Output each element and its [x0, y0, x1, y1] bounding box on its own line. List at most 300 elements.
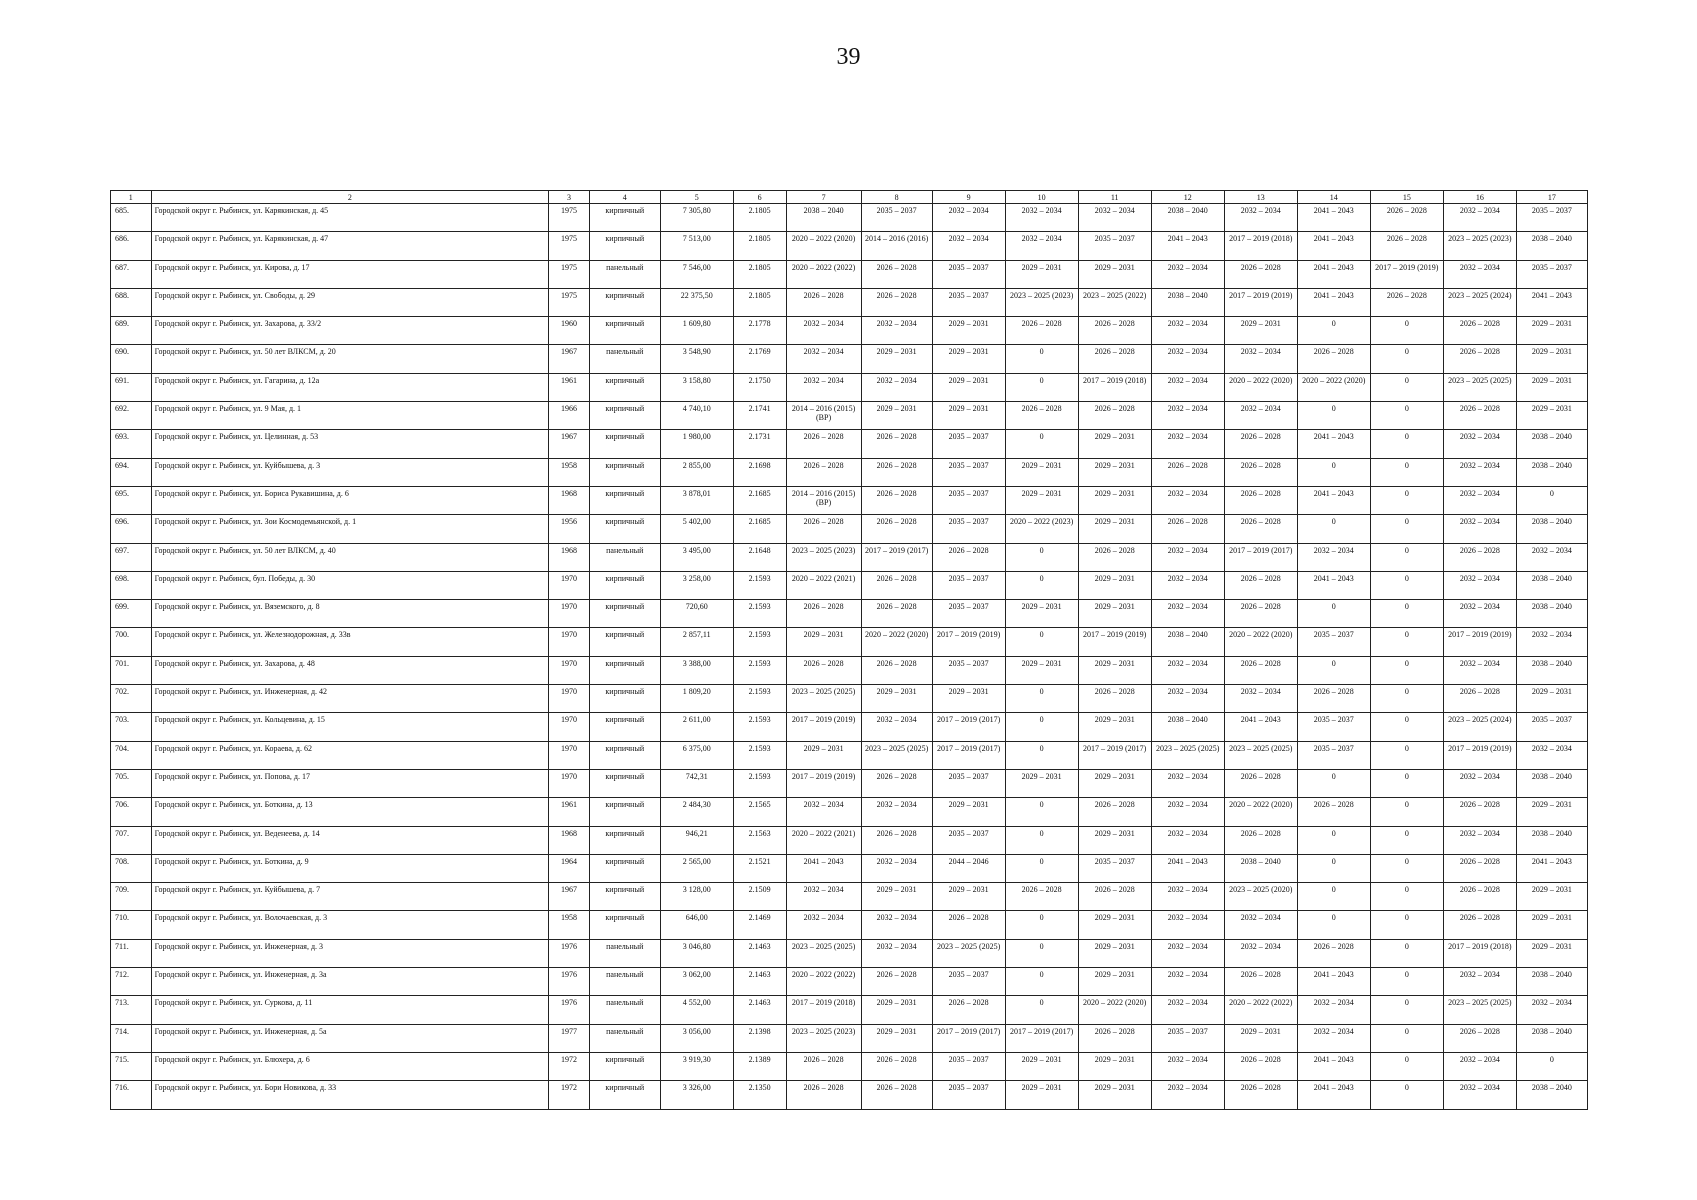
- material-cell: кирпичный: [589, 713, 660, 741]
- table-row: [111, 317, 1588, 345]
- period-cell-17: 2029 – 2031: [1516, 939, 1587, 967]
- period-cell-12: 2023 – 2025 (2025): [1151, 741, 1224, 769]
- period-cell-14: 2041 – 2043: [1297, 288, 1370, 316]
- period-cell-7: 2014 – 2016 (2015) (ВР): [786, 402, 861, 430]
- period-cell-16: 2032 – 2034: [1443, 430, 1516, 458]
- period-cell-10: 2020 – 2022 (2023): [1005, 515, 1078, 543]
- period-cell-7: 2020 – 2022 (2020): [786, 232, 861, 260]
- period-cell-9: 2035 – 2037: [932, 430, 1005, 458]
- period-cell-16: 2032 – 2034: [1443, 571, 1516, 599]
- period-cell-7: 2023 – 2025 (2023): [786, 1024, 861, 1052]
- period-cell-8: 2017 – 2019 (2017): [861, 543, 932, 571]
- address-cell: Городской округ г. Рыбинск, ул. Волочаевская, д. 3: [151, 911, 549, 939]
- period-cell-9: 2035 – 2037: [932, 260, 1005, 288]
- period-cell-16: 2026 – 2028: [1443, 543, 1516, 571]
- row-number: 689.: [111, 317, 152, 345]
- period-cell-8: 2032 – 2034: [861, 317, 932, 345]
- period-cell-17: 2038 – 2040: [1516, 1024, 1587, 1052]
- period-cell-12: 2032 – 2034: [1151, 402, 1224, 430]
- period-cell-8: 2032 – 2034: [861, 854, 932, 882]
- period-cell-8: 2029 – 2031: [861, 685, 932, 713]
- period-cell-11: 2017 – 2019 (2018): [1078, 373, 1151, 401]
- address-cell: Городской округ г. Рыбинск, ул. Бори Новикова, д. 33: [151, 1081, 549, 1109]
- index-cell: 2.1463: [733, 968, 786, 996]
- period-cell-13: 2020 – 2022 (2020): [1224, 373, 1297, 401]
- period-cell-13: 2032 – 2034: [1224, 402, 1297, 430]
- area-cell: 5 402,00: [660, 515, 733, 543]
- period-cell-10: 2023 – 2025 (2023): [1005, 288, 1078, 316]
- period-cell-16: 2032 – 2034: [1443, 260, 1516, 288]
- area-cell: 3 548,90: [660, 345, 733, 373]
- period-cell-13: 2026 – 2028: [1224, 430, 1297, 458]
- period-cell-10: 2029 – 2031: [1005, 600, 1078, 628]
- year-cell: 1975: [549, 260, 590, 288]
- period-cell-11: 2020 – 2022 (2020): [1078, 996, 1151, 1024]
- address-cell: Городской округ г. Рыбинск, ул. Зои Космодемьянской, д. 1: [151, 515, 549, 543]
- year-cell: 1970: [549, 741, 590, 769]
- period-cell-13: 2017 – 2019 (2019): [1224, 288, 1297, 316]
- period-cell-13: 2026 – 2028: [1224, 1081, 1297, 1109]
- period-cell-11: 2029 – 2031: [1078, 486, 1151, 514]
- year-cell: 1977: [549, 1024, 590, 1052]
- period-cell-17: 2029 – 2031: [1516, 345, 1587, 373]
- period-cell-14: 0: [1297, 769, 1370, 797]
- period-cell-10: 2029 – 2031: [1005, 656, 1078, 684]
- material-cell: кирпичный: [589, 685, 660, 713]
- period-cell-17: 2041 – 2043: [1516, 854, 1587, 882]
- period-cell-16: 2032 – 2034: [1443, 826, 1516, 854]
- material-cell: кирпичный: [589, 317, 660, 345]
- period-cell-14: 0: [1297, 656, 1370, 684]
- period-cell-7: 2026 – 2028: [786, 430, 861, 458]
- period-cell-17: 2032 – 2034: [1516, 628, 1587, 656]
- period-cell-9: 2035 – 2037: [932, 656, 1005, 684]
- period-cell-11: 2029 – 2031: [1078, 713, 1151, 741]
- data-table-container: [110, 190, 1588, 1110]
- period-cell-14: 2035 – 2037: [1297, 741, 1370, 769]
- column-header: 10: [1005, 191, 1078, 204]
- period-cell-14: 2020 – 2022 (2020): [1297, 373, 1370, 401]
- period-cell-9: 2035 – 2037: [932, 826, 1005, 854]
- material-cell: кирпичный: [589, 288, 660, 316]
- period-cell-13: 2023 – 2025 (2025): [1224, 741, 1297, 769]
- period-cell-8: 2029 – 2031: [861, 1024, 932, 1052]
- period-cell-14: 2035 – 2037: [1297, 628, 1370, 656]
- period-cell-17: 2038 – 2040: [1516, 571, 1587, 599]
- period-cell-9: 2017 – 2019 (2017): [932, 741, 1005, 769]
- year-cell: 1975: [549, 288, 590, 316]
- material-cell: кирпичный: [589, 656, 660, 684]
- period-cell-15: 0: [1370, 996, 1443, 1024]
- period-cell-7: 2038 – 2040: [786, 204, 861, 232]
- period-cell-8: 2029 – 2031: [861, 883, 932, 911]
- period-cell-14: 2026 – 2028: [1297, 685, 1370, 713]
- period-cell-12: 2032 – 2034: [1151, 373, 1224, 401]
- year-cell: 1972: [549, 1052, 590, 1080]
- material-cell: кирпичный: [589, 402, 660, 430]
- column-header: 9: [932, 191, 1005, 204]
- area-cell: 7 305,80: [660, 204, 733, 232]
- period-cell-9: 2029 – 2031: [932, 373, 1005, 401]
- area-cell: 3 056,00: [660, 1024, 733, 1052]
- period-cell-8: 2032 – 2034: [861, 911, 932, 939]
- period-cell-15: 2026 – 2028: [1370, 232, 1443, 260]
- period-cell-14: 0: [1297, 600, 1370, 628]
- period-cell-13: 2026 – 2028: [1224, 1052, 1297, 1080]
- period-cell-7: 2041 – 2043: [786, 854, 861, 882]
- row-number: 713.: [111, 996, 152, 1024]
- period-cell-15: 0: [1370, 939, 1443, 967]
- row-number: 693.: [111, 430, 152, 458]
- address-cell: Городской округ г. Рыбинск, ул. Блюхера, д. 6: [151, 1052, 549, 1080]
- column-header: 15: [1370, 191, 1443, 204]
- period-cell-9: 2035 – 2037: [932, 571, 1005, 599]
- material-cell: кирпичный: [589, 430, 660, 458]
- year-cell: 1970: [549, 656, 590, 684]
- period-cell-15: 0: [1370, 628, 1443, 656]
- period-cell-7: 2026 – 2028: [786, 1081, 861, 1109]
- index-cell: 2.1685: [733, 486, 786, 514]
- table-row: [111, 1081, 1588, 1109]
- period-cell-14: 0: [1297, 515, 1370, 543]
- material-cell: панельный: [589, 543, 660, 571]
- period-cell-9: 2029 – 2031: [932, 317, 1005, 345]
- period-cell-16: 2026 – 2028: [1443, 854, 1516, 882]
- period-cell-14: 2041 – 2043: [1297, 1052, 1370, 1080]
- period-cell-11: 2029 – 2031: [1078, 939, 1151, 967]
- table-row: [111, 373, 1588, 401]
- table-row: [111, 458, 1588, 486]
- period-cell-14: 0: [1297, 911, 1370, 939]
- period-cell-7: 2020 – 2022 (2021): [786, 826, 861, 854]
- table-row: [111, 713, 1588, 741]
- material-cell: кирпичный: [589, 741, 660, 769]
- address-cell: Городской округ г. Рыбинск, ул. Суркова, д. 11: [151, 996, 549, 1024]
- period-cell-16: 2026 – 2028: [1443, 402, 1516, 430]
- period-cell-9: 2017 – 2019 (2017): [932, 1024, 1005, 1052]
- period-cell-11: 2026 – 2028: [1078, 543, 1151, 571]
- period-cell-10: 0: [1005, 543, 1078, 571]
- address-cell: Городской округ г. Рыбинск, ул. Вяземского, д. 8: [151, 600, 549, 628]
- period-cell-8: 2026 – 2028: [861, 430, 932, 458]
- period-cell-13: 2026 – 2028: [1224, 486, 1297, 514]
- period-cell-7: 2017 – 2019 (2019): [786, 713, 861, 741]
- period-cell-17: 2029 – 2031: [1516, 685, 1587, 713]
- year-cell: 1975: [549, 204, 590, 232]
- period-cell-15: 0: [1370, 769, 1443, 797]
- period-cell-17: 2038 – 2040: [1516, 430, 1587, 458]
- period-cell-8: 2026 – 2028: [861, 600, 932, 628]
- period-cell-10: 0: [1005, 798, 1078, 826]
- year-cell: 1968: [549, 543, 590, 571]
- row-number: 696.: [111, 515, 152, 543]
- period-cell-9: 2035 – 2037: [932, 769, 1005, 797]
- row-number: 708.: [111, 854, 152, 882]
- period-cell-9: 2035 – 2037: [932, 968, 1005, 996]
- period-cell-15: 0: [1370, 826, 1443, 854]
- period-cell-15: 0: [1370, 571, 1443, 599]
- period-cell-7: 2032 – 2034: [786, 798, 861, 826]
- period-cell-12: 2032 – 2034: [1151, 345, 1224, 373]
- index-cell: 2.1565: [733, 798, 786, 826]
- period-cell-8: 2029 – 2031: [861, 402, 932, 430]
- period-cell-9: 2035 – 2037: [932, 486, 1005, 514]
- period-cell-10: 0: [1005, 939, 1078, 967]
- material-cell: кирпичный: [589, 486, 660, 514]
- period-cell-7: 2029 – 2031: [786, 741, 861, 769]
- period-cell-9: 2017 – 2019 (2019): [932, 628, 1005, 656]
- period-cell-16: 2032 – 2034: [1443, 769, 1516, 797]
- column-number-header-row: [111, 191, 1588, 204]
- period-cell-12: 2032 – 2034: [1151, 1052, 1224, 1080]
- period-cell-7: 2020 – 2022 (2022): [786, 968, 861, 996]
- address-cell: Городской округ г. Рыбинск, ул. Попова, д. 17: [151, 769, 549, 797]
- row-number: 716.: [111, 1081, 152, 1109]
- address-cell: Городской округ г. Рыбинск, ул. Кирова, д. 17: [151, 260, 549, 288]
- material-cell: панельный: [589, 260, 660, 288]
- period-cell-9: 2017 – 2019 (2017): [932, 713, 1005, 741]
- area-cell: 7 513,00: [660, 232, 733, 260]
- index-cell: 2.1778: [733, 317, 786, 345]
- period-cell-17: 2029 – 2031: [1516, 911, 1587, 939]
- period-cell-11: 2029 – 2031: [1078, 1081, 1151, 1109]
- period-cell-13: 2032 – 2034: [1224, 204, 1297, 232]
- period-cell-10: 2029 – 2031: [1005, 486, 1078, 514]
- period-cell-7: 2020 – 2022 (2021): [786, 571, 861, 599]
- period-cell-11: 2026 – 2028: [1078, 798, 1151, 826]
- period-cell-8: 2026 – 2028: [861, 968, 932, 996]
- period-cell-11: 2026 – 2028: [1078, 685, 1151, 713]
- period-cell-13: 2020 – 2022 (2022): [1224, 996, 1297, 1024]
- period-cell-15: 0: [1370, 1081, 1443, 1109]
- row-number: 706.: [111, 798, 152, 826]
- year-cell: 1956: [549, 515, 590, 543]
- period-cell-9: 2035 – 2037: [932, 1052, 1005, 1080]
- row-number: 698.: [111, 571, 152, 599]
- area-cell: 3 046,80: [660, 939, 733, 967]
- period-cell-12: 2032 – 2034: [1151, 685, 1224, 713]
- table-row: [111, 883, 1588, 911]
- period-cell-12: 2032 – 2034: [1151, 826, 1224, 854]
- index-cell: 2.1350: [733, 1081, 786, 1109]
- table-row: [111, 741, 1588, 769]
- material-cell: панельный: [589, 939, 660, 967]
- period-cell-16: 2026 – 2028: [1443, 317, 1516, 345]
- period-cell-11: 2023 – 2025 (2022): [1078, 288, 1151, 316]
- year-cell: 1967: [549, 883, 590, 911]
- period-cell-12: 2038 – 2040: [1151, 628, 1224, 656]
- period-cell-12: 2032 – 2034: [1151, 571, 1224, 599]
- period-cell-15: 0: [1370, 317, 1443, 345]
- period-cell-14: 2041 – 2043: [1297, 204, 1370, 232]
- area-cell: 3 919,30: [660, 1052, 733, 1080]
- table-row: [111, 769, 1588, 797]
- column-header: 4: [589, 191, 660, 204]
- period-cell-12: 2032 – 2034: [1151, 317, 1224, 345]
- period-cell-17: 2029 – 2031: [1516, 883, 1587, 911]
- area-cell: 6 375,00: [660, 741, 733, 769]
- area-cell: 742,31: [660, 769, 733, 797]
- row-number: 690.: [111, 345, 152, 373]
- year-cell: 1970: [549, 571, 590, 599]
- material-cell: кирпичный: [589, 1052, 660, 1080]
- material-cell: панельный: [589, 968, 660, 996]
- area-cell: 3 495,00: [660, 543, 733, 571]
- period-cell-8: 2026 – 2028: [861, 656, 932, 684]
- index-cell: 2.1685: [733, 515, 786, 543]
- period-cell-11: 2029 – 2031: [1078, 656, 1151, 684]
- address-cell: Городской округ г. Рыбинск, ул. 50 лет ВЛКСМ, д. 20: [151, 345, 549, 373]
- index-cell: 2.1698: [733, 458, 786, 486]
- period-cell-16: 2023 – 2025 (2025): [1443, 373, 1516, 401]
- index-cell: 2.1469: [733, 911, 786, 939]
- period-cell-16: 2026 – 2028: [1443, 798, 1516, 826]
- period-cell-16: 2032 – 2034: [1443, 600, 1516, 628]
- index-cell: 2.1593: [733, 713, 786, 741]
- index-cell: 2.1769: [733, 345, 786, 373]
- period-cell-17: 0: [1516, 486, 1587, 514]
- period-cell-13: 2020 – 2022 (2020): [1224, 798, 1297, 826]
- period-cell-16: 2026 – 2028: [1443, 685, 1516, 713]
- table-row: [111, 543, 1588, 571]
- period-cell-12: 2038 – 2040: [1151, 713, 1224, 741]
- period-cell-9: 2044 – 2046: [932, 854, 1005, 882]
- period-cell-12: 2026 – 2028: [1151, 515, 1224, 543]
- row-number: 707.: [111, 826, 152, 854]
- period-cell-12: 2032 – 2034: [1151, 968, 1224, 996]
- year-cell: 1958: [549, 911, 590, 939]
- index-cell: 2.1805: [733, 232, 786, 260]
- period-cell-15: 0: [1370, 515, 1443, 543]
- period-cell-7: 2026 – 2028: [786, 600, 861, 628]
- period-cell-7: 2026 – 2028: [786, 288, 861, 316]
- index-cell: 2.1521: [733, 854, 786, 882]
- column-header: 16: [1443, 191, 1516, 204]
- address-cell: Городской округ г. Рыбинск, бул. Победы, д. 30: [151, 571, 549, 599]
- period-cell-10: 2029 – 2031: [1005, 1081, 1078, 1109]
- period-cell-16: 2026 – 2028: [1443, 345, 1516, 373]
- address-cell: Городской округ г. Рыбинск, ул. Боткина, д. 13: [151, 798, 549, 826]
- address-cell: Городской округ г. Рыбинск, ул. Целинная, д. 53: [151, 430, 549, 458]
- period-cell-11: 2029 – 2031: [1078, 911, 1151, 939]
- address-cell: Городской округ г. Рыбинск, ул. Боткина, д. 9: [151, 854, 549, 882]
- period-cell-12: 2038 – 2040: [1151, 204, 1224, 232]
- year-cell: 1958: [549, 458, 590, 486]
- period-cell-15: 0: [1370, 458, 1443, 486]
- row-number: 702.: [111, 685, 152, 713]
- index-cell: 2.1593: [733, 685, 786, 713]
- table-row: [111, 571, 1588, 599]
- period-cell-13: 2017 – 2019 (2017): [1224, 543, 1297, 571]
- period-cell-12: 2032 – 2034: [1151, 883, 1224, 911]
- period-cell-10: 2032 – 2034: [1005, 232, 1078, 260]
- period-cell-10: 0: [1005, 345, 1078, 373]
- period-cell-9: 2026 – 2028: [932, 543, 1005, 571]
- table-row: [111, 939, 1588, 967]
- period-cell-9: 2023 – 2025 (2025): [932, 939, 1005, 967]
- area-cell: 1 609,80: [660, 317, 733, 345]
- period-cell-11: 2029 – 2031: [1078, 515, 1151, 543]
- table-body: [111, 204, 1588, 1110]
- period-cell-10: 0: [1005, 571, 1078, 599]
- period-cell-12: 2032 – 2034: [1151, 600, 1224, 628]
- area-cell: 3 326,00: [660, 1081, 733, 1109]
- period-cell-7: 2023 – 2025 (2025): [786, 685, 861, 713]
- table-row: [111, 1024, 1588, 1052]
- period-cell-13: 2026 – 2028: [1224, 515, 1297, 543]
- material-cell: кирпичный: [589, 458, 660, 486]
- row-number: 705.: [111, 769, 152, 797]
- year-cell: 1970: [549, 628, 590, 656]
- period-cell-16: 2023 – 2025 (2025): [1443, 996, 1516, 1024]
- material-cell: кирпичный: [589, 600, 660, 628]
- year-cell: 1970: [549, 769, 590, 797]
- period-cell-8: 2026 – 2028: [861, 1081, 932, 1109]
- period-cell-8: 2032 – 2034: [861, 939, 932, 967]
- row-number: 685.: [111, 204, 152, 232]
- address-cell: Городской округ г. Рыбинск, ул. Бориса Рукавишина, д. 6: [151, 486, 549, 514]
- area-cell: 3 062,00: [660, 968, 733, 996]
- period-cell-12: 2032 – 2034: [1151, 656, 1224, 684]
- column-header: 11: [1078, 191, 1151, 204]
- column-header: 1: [111, 191, 152, 204]
- address-cell: Городской округ г. Рыбинск, ул. Инженерная, д. 3: [151, 939, 549, 967]
- period-cell-10: 0: [1005, 911, 1078, 939]
- material-cell: кирпичный: [589, 854, 660, 882]
- period-cell-14: 2026 – 2028: [1297, 798, 1370, 826]
- period-cell-14: 2026 – 2028: [1297, 939, 1370, 967]
- period-cell-11: 2029 – 2031: [1078, 571, 1151, 599]
- year-cell: 1972: [549, 1081, 590, 1109]
- period-cell-8: 2026 – 2028: [861, 571, 932, 599]
- index-cell: 2.1563: [733, 826, 786, 854]
- period-cell-10: 2029 – 2031: [1005, 458, 1078, 486]
- area-cell: 2 484,30: [660, 798, 733, 826]
- year-cell: 1967: [549, 430, 590, 458]
- period-cell-14: 2041 – 2043: [1297, 571, 1370, 599]
- column-header: 13: [1224, 191, 1297, 204]
- period-cell-10: 0: [1005, 996, 1078, 1024]
- period-cell-9: 2032 – 2034: [932, 204, 1005, 232]
- period-cell-17: 2035 – 2037: [1516, 204, 1587, 232]
- period-cell-15: 0: [1370, 968, 1443, 996]
- table-row: [111, 968, 1588, 996]
- period-cell-16: 2023 – 2025 (2023): [1443, 232, 1516, 260]
- period-cell-15: 0: [1370, 345, 1443, 373]
- table-row: [111, 798, 1588, 826]
- period-cell-12: 2032 – 2034: [1151, 260, 1224, 288]
- table-row: [111, 911, 1588, 939]
- period-cell-7: 2029 – 2031: [786, 628, 861, 656]
- year-cell: 1961: [549, 798, 590, 826]
- period-cell-17: 2038 – 2040: [1516, 600, 1587, 628]
- index-cell: 2.1463: [733, 996, 786, 1024]
- address-cell: Городской округ г. Рыбинск, ул. Куйбышева, д. 7: [151, 883, 549, 911]
- row-number: 703.: [111, 713, 152, 741]
- row-number: 714.: [111, 1024, 152, 1052]
- table-row: [111, 656, 1588, 684]
- period-cell-15: 0: [1370, 883, 1443, 911]
- area-cell: 2 855,00: [660, 458, 733, 486]
- area-cell: 720,60: [660, 600, 733, 628]
- material-cell: кирпичный: [589, 911, 660, 939]
- row-number: 686.: [111, 232, 152, 260]
- area-cell: 22 375,50: [660, 288, 733, 316]
- period-cell-7: 2020 – 2022 (2022): [786, 260, 861, 288]
- material-cell: кирпичный: [589, 1081, 660, 1109]
- period-cell-11: 2026 – 2028: [1078, 883, 1151, 911]
- period-cell-16: 2023 – 2025 (2024): [1443, 713, 1516, 741]
